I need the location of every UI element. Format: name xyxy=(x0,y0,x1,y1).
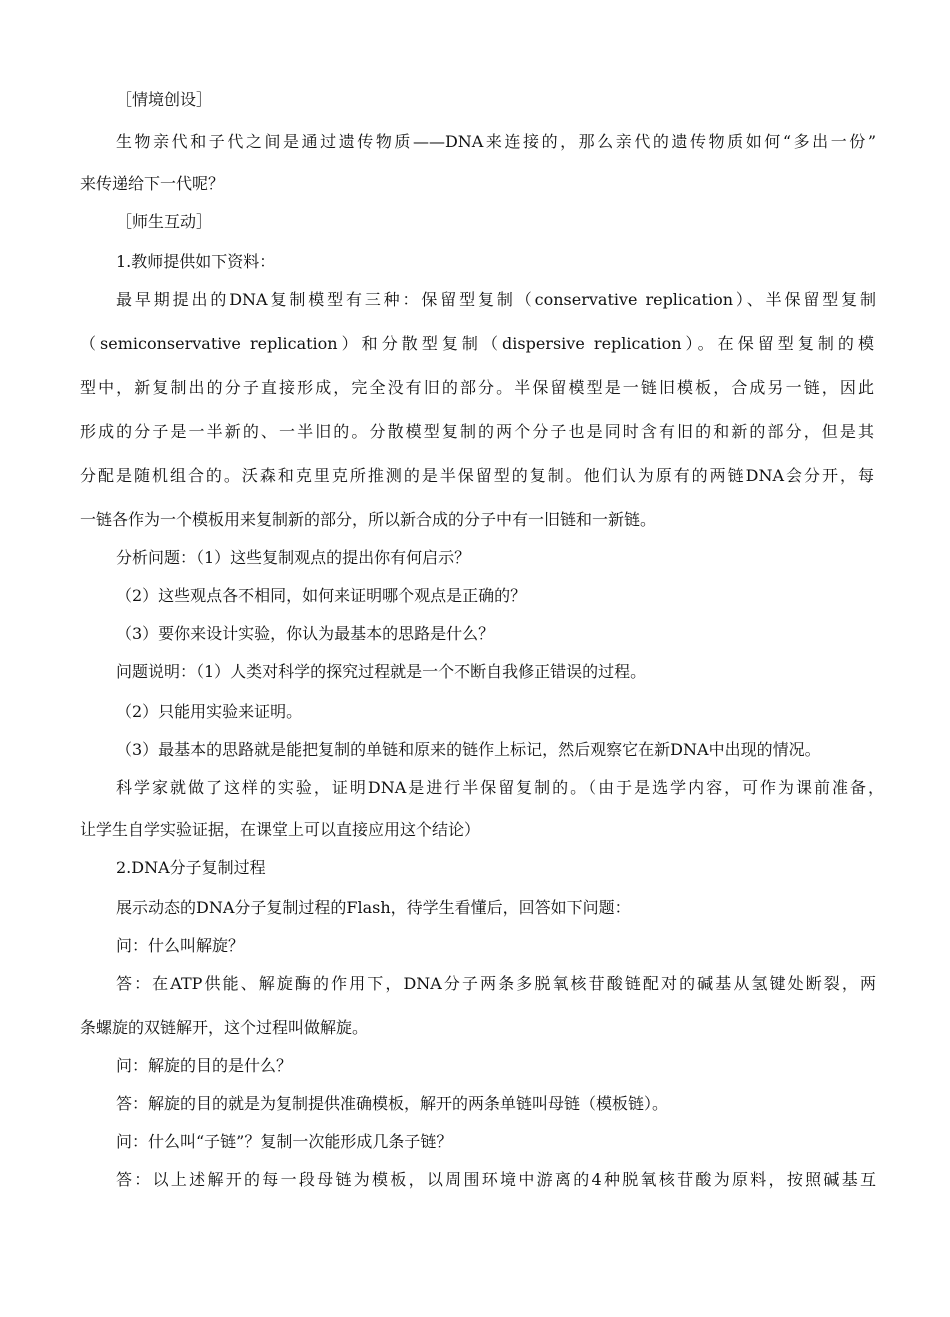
paragraph-experiment-line-1: 科学家就做了这样的实验，证明DNA是进行半保留复制的。（由于是选学内容，可作为课前准备， xyxy=(116,778,884,797)
list-item-process: 2.DNA分子复制过程 xyxy=(116,858,266,877)
paragraph-intro-line-2: 来传递给下一代呢？ xyxy=(80,174,225,193)
paragraph-models-line-6: 一链各作为一个模板用来复制新的部分，所以新合成的分子中有一旧链和一新链。 xyxy=(80,510,657,529)
answer-daughter-strand-line-1: 答：以上述解开的每一段母链为模板，以周围环境中游离的4种脱氧核苷酸为原料，按照碱基互 xyxy=(116,1170,876,1189)
answer-unwinding-line-2: 条螺旋的双链解开，这个过程叫做解旋。 xyxy=(80,1018,369,1037)
paragraph-flash: 展示动态的DNA分子复制过程的Flash，待学生看懂后，回答如下问题： xyxy=(116,898,631,917)
paragraph-models-line-5: 分配是随机组合的。沃森和克里克所推测的是半保留型的复制。他们认为原有的两链DNA会分开，每 xyxy=(80,466,874,485)
paragraph-models-line-3: 型中，新复制出的分子直接形成，完全没有旧的部分。半保留模型是一链旧模板，合成另一链，因此 xyxy=(80,378,874,397)
explanation-1: 问题说明：（1）人类对科学的探究过程就是一个不断自我修正错误的过程。 xyxy=(116,662,647,681)
analysis-question-2: （2）这些观点各不相同，如何来证明哪个观点是正确的？ xyxy=(116,586,527,605)
answer-purpose: 答：解旋的目的就是为复制提供准确模板，解开的两条单链叫母链（模板链）。 xyxy=(116,1094,669,1113)
analysis-question-1: 分析问题：（1）这些复制观点的提出你有何启示？ xyxy=(116,548,471,567)
paragraph-experiment-line-2: 让学生自学实验证据，在课堂上可以直接应用这个结论） xyxy=(80,820,481,839)
explanation-3: （3）最基本的思路就是能把复制的单链和原来的链作上标记，然后观察它在新DNA中出现的情况。 xyxy=(116,740,821,759)
section-heading-interaction: ［师生互动］ xyxy=(116,212,213,231)
analysis-question-3: （3）要你来设计实验，你认为最基本的思路是什么？ xyxy=(116,624,495,643)
list-item-materials: 1.教师提供如下资料： xyxy=(116,252,276,271)
paragraph-intro-line-1: 生物亲代和子代之间是通过遗传物质——DNA来连接的，那么亲代的遗传物质如何“多出一份” xyxy=(116,132,876,151)
paragraph-models-line-4: 形成的分子是一半新的、一半旧的。分散模型复制的两个分子也是同时含有旧的和新的部分，但是其 xyxy=(80,422,874,441)
question-unwinding: 问：什么叫解旋？ xyxy=(116,936,245,955)
explanation-2: （2）只能用实验来证明。 xyxy=(116,702,303,721)
answer-unwinding-line-1: 答：在ATP供能、解旋酶的作用下，DNA分子两条多脱氧核苷酸链配对的碱基从氢键处断裂，两 xyxy=(116,974,876,993)
paragraph-models-line-2: （semiconservative replication）和分散型复制（dispersive replication）。在保留型复制的模 xyxy=(80,334,874,353)
question-purpose: 问：解旋的目的是什么？ xyxy=(116,1056,293,1075)
section-heading-situation: ［情境创设］ xyxy=(116,90,213,109)
paragraph-models-line-1: 最早期提出的DNA复制模型有三种：保留型复制（conservative replication）、半保留型复制 xyxy=(116,290,876,309)
question-daughter-strand: 问：什么叫“子链”？复制一次能形成几条子链？ xyxy=(116,1132,453,1151)
